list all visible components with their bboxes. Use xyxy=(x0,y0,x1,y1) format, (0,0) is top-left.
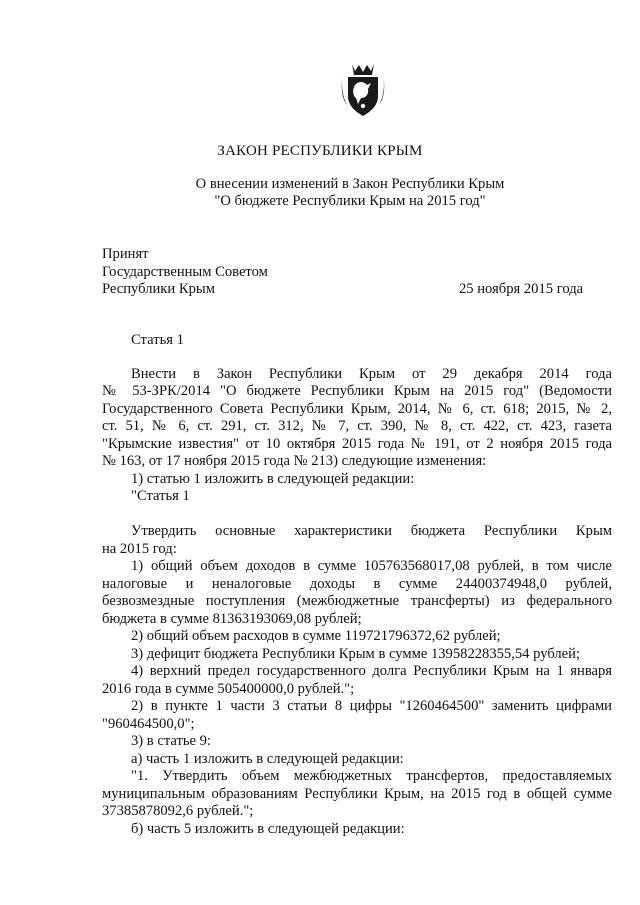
paragraph-line: "Крымские известия" от 10 октября 2015 года № 191, от 2 ноября 2015 года xyxy=(102,435,612,452)
paragraph-line: 2016 года в сумме 505400000,0 рублей."; xyxy=(102,680,355,697)
quote-heading: "Статья 1 xyxy=(131,488,190,504)
paragraph-line: ст. 51, № 6, ст. 291, ст. 312, № 7, ст. 390, № 8, ст. 422, ст. 423, газета xyxy=(102,418,612,434)
article-heading: Статья 1 xyxy=(131,332,184,348)
list-item: 4) верхний предел государственного долга Республики Крым на 1 января xyxy=(131,663,612,679)
paragraph-line: Внести в Закон Республики Крым от 29 декабря 2014 года xyxy=(131,365,612,382)
list-item: 2) в пункте 1 части 3 статьи 8 цифры "1260464500" заменить цифрами xyxy=(131,698,612,714)
document-title: ЗАКОН РЕСПУБЛИКИ КРЫМ xyxy=(217,143,423,159)
crimea-coat-of-arms-emblem xyxy=(339,60,387,118)
list-item: 1) общий объем доходов в сумме 105763568017,08 рублей, в том числе xyxy=(131,558,612,574)
list-item: а) часть 1 изложить в следующей редакции: xyxy=(131,750,404,767)
list-item: 3) дефицит бюджета Республики Крым в сумме 13958228355,54 рублей; xyxy=(131,645,581,662)
paragraph-line: бюджета в сумме 81363193069,08 рублей; xyxy=(102,610,362,627)
document-subtitle xyxy=(0,176,640,210)
paragraph-line: № 53-ЗРК/2014 "О бюджете Республики Крым на 2015 год" (Ведомости xyxy=(102,383,612,399)
list-item: 1) статью 1 изложить в следующей редакции: xyxy=(131,470,415,487)
list-item: "1. Утвердить объем межбюджетных трансфертов, предоставляемых xyxy=(131,768,612,784)
list-item: б) часть 5 изложить в следующей редакции: xyxy=(131,820,405,837)
paragraph-line: "960464500,0"; xyxy=(102,715,195,732)
list-item: 2) общий объем расходов в сумме 119721796372,62 рублей; xyxy=(131,628,501,644)
paragraph-line: Утвердить основные характеристики бюджета Республики Крым xyxy=(131,523,612,539)
paragraph-line: на 2015 год: xyxy=(102,540,177,557)
paragraph-line: Государственного Совета Республики Крым, 2014, № 6, ст. 618; 2015, № 2, xyxy=(102,400,612,417)
adoption-date: 25 ноября 2015 года xyxy=(459,281,584,297)
paragraph-line: 37385878092,6 рублей."; xyxy=(102,803,254,819)
adoption-block xyxy=(102,246,268,299)
paragraph-line: № 163, от 17 ноября 2015 года № 213) следующие изменения: xyxy=(102,453,487,469)
subtitle-line: О внесении изменений в Закон Республики Крым xyxy=(195,176,505,192)
subtitle-line: "О бюджете Республики Крым на 2015 год" xyxy=(214,193,486,209)
paragraph-line: муниципальным образованиям Республики Крым, на 2015 год в общей сумме xyxy=(102,785,612,802)
adoption-line: Республики Крым xyxy=(102,281,215,297)
paragraph-line: безвозмездные поступления (межбюджетные трансферты) из федерального xyxy=(102,593,612,609)
adoption-line: Принят xyxy=(102,246,149,262)
list-item: 3) в статье 9: xyxy=(131,733,211,749)
document-body xyxy=(102,332,612,838)
paragraph-line: налоговые и неналоговые доходы в сумме 24400374948,0 рублей, xyxy=(102,575,612,592)
adoption-line: Государственным Советом xyxy=(102,263,268,280)
